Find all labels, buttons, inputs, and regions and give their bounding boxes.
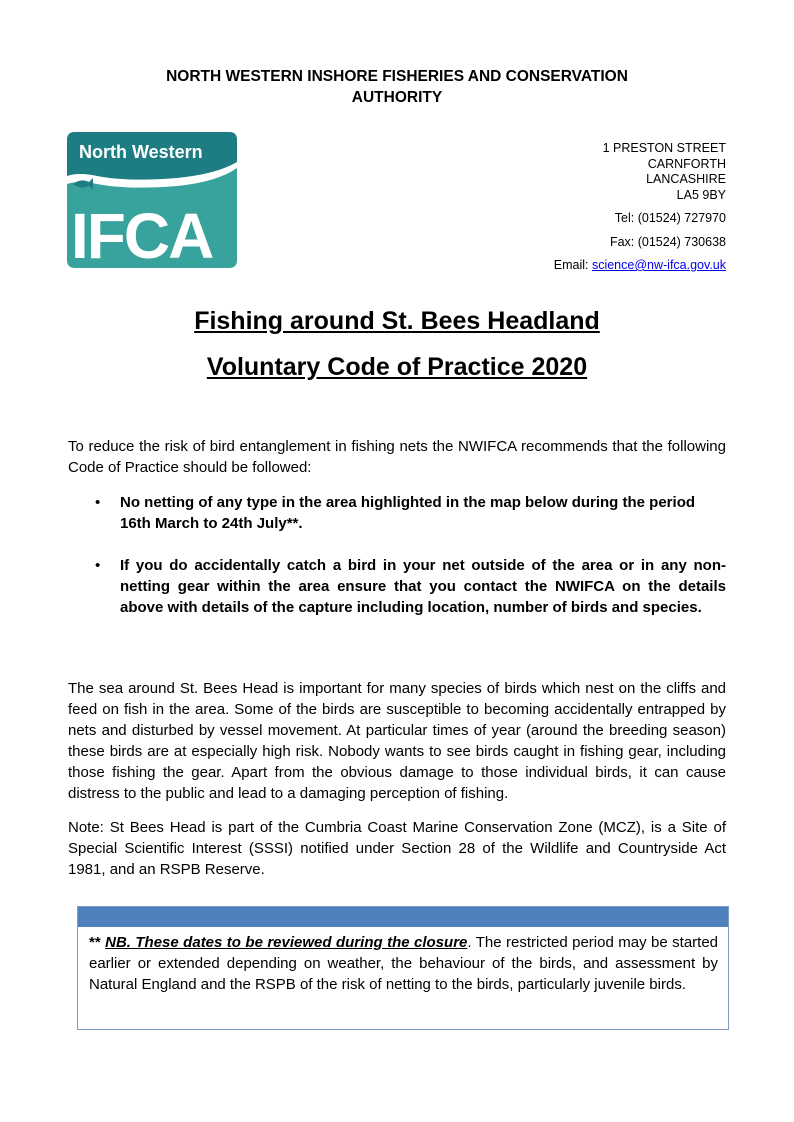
organisation-title (0, 66, 794, 108)
intro-paragraph: To reduce the risk of bird entanglement in fishing nets the NWIFCA recommends that the following Code of Practice should be followed: (68, 438, 726, 476)
bullet-marker: • (95, 557, 101, 574)
organisation-title-line2: AUTHORITY (351, 89, 443, 106)
nb-notice-box (77, 906, 729, 1030)
fax: Fax: (01524) 730638 (609, 234, 726, 249)
list-item (68, 492, 726, 534)
background-paragraph: The sea around St. Bees Head is important for many species of birds which nest on the cliffs and feed on fish in the area. Some of the birds are susceptible to becoming accidentally entrapped by nets and disturbed by vessel movement. At particular times of year (around the breeding season) these birds are at especially high risk. Nobody wants to see birds caught in fishing gear, including those fishing the gear. Apart from the obvious damage to those individual birds, it can cause distress to the public and lead to a damaging perception of fishing. (68, 680, 726, 802)
email-line (554, 258, 726, 274)
bullet-marker: • (95, 494, 101, 511)
telephone: Tel: (01524) 727970 (614, 211, 726, 225)
note-paragraph: Note: St Bees Head is part of the Cumbria Coast Marine Conservation Zone (MCZ), is a Site of Special Scientific Interest (SSSI) notified under Section 28 of the Wildlife and Countryside Act 1981, and an RSPB Reserve. (68, 819, 726, 878)
list-item-text: If you do accidentally catch a bird in your net outside of the area or in any non-netting gear within the area ensure that you contact the NWIFCA on the details above with details of the capture including location, number of birds and species. (120, 557, 726, 616)
address-line2: CARNFORTH (647, 156, 726, 171)
contact-address (554, 141, 726, 274)
list-item (68, 555, 726, 618)
svg-text:North Western: North Western (79, 142, 203, 162)
address-line4: LA5 9BY (676, 187, 726, 202)
document-subtitle: Voluntary Code of Practice 2020 (206, 353, 588, 381)
nb-emphasis: NB. These dates to be reviewed during the closure (105, 934, 468, 951)
organisation-title-line1: NORTH WESTERN INSHORE FISHERIES AND CONSERVATION (166, 68, 628, 85)
nb-header-bar (78, 907, 728, 927)
address-line3: LANCASHIRE (646, 172, 726, 186)
svg-text:IFCA: IFCA (71, 200, 213, 268)
email-label: Email: (553, 258, 592, 272)
document-title: Fishing around St. Bees Headland (194, 307, 600, 335)
list-item-text: No netting of any type in the area highlighted in the map below during the period 16th March to 24th July**. (120, 494, 696, 532)
north-western-ifca-logo (67, 132, 237, 268)
email-link[interactable]: science@nw-ifca.gov.uk (591, 258, 726, 272)
address-line1: 1 PRESTON STREET (602, 141, 726, 155)
nb-lead: ** (89, 934, 106, 951)
nb-notice-text (78, 927, 728, 995)
code-of-practice-list (68, 492, 726, 618)
nb-body: . The restricted period may be started earlier or extended depending on weather, the behaviour of the birds, and assessment by Natural England and the RSPB of the risk of netting to the birds, particularly juvenile birds. (89, 934, 719, 993)
